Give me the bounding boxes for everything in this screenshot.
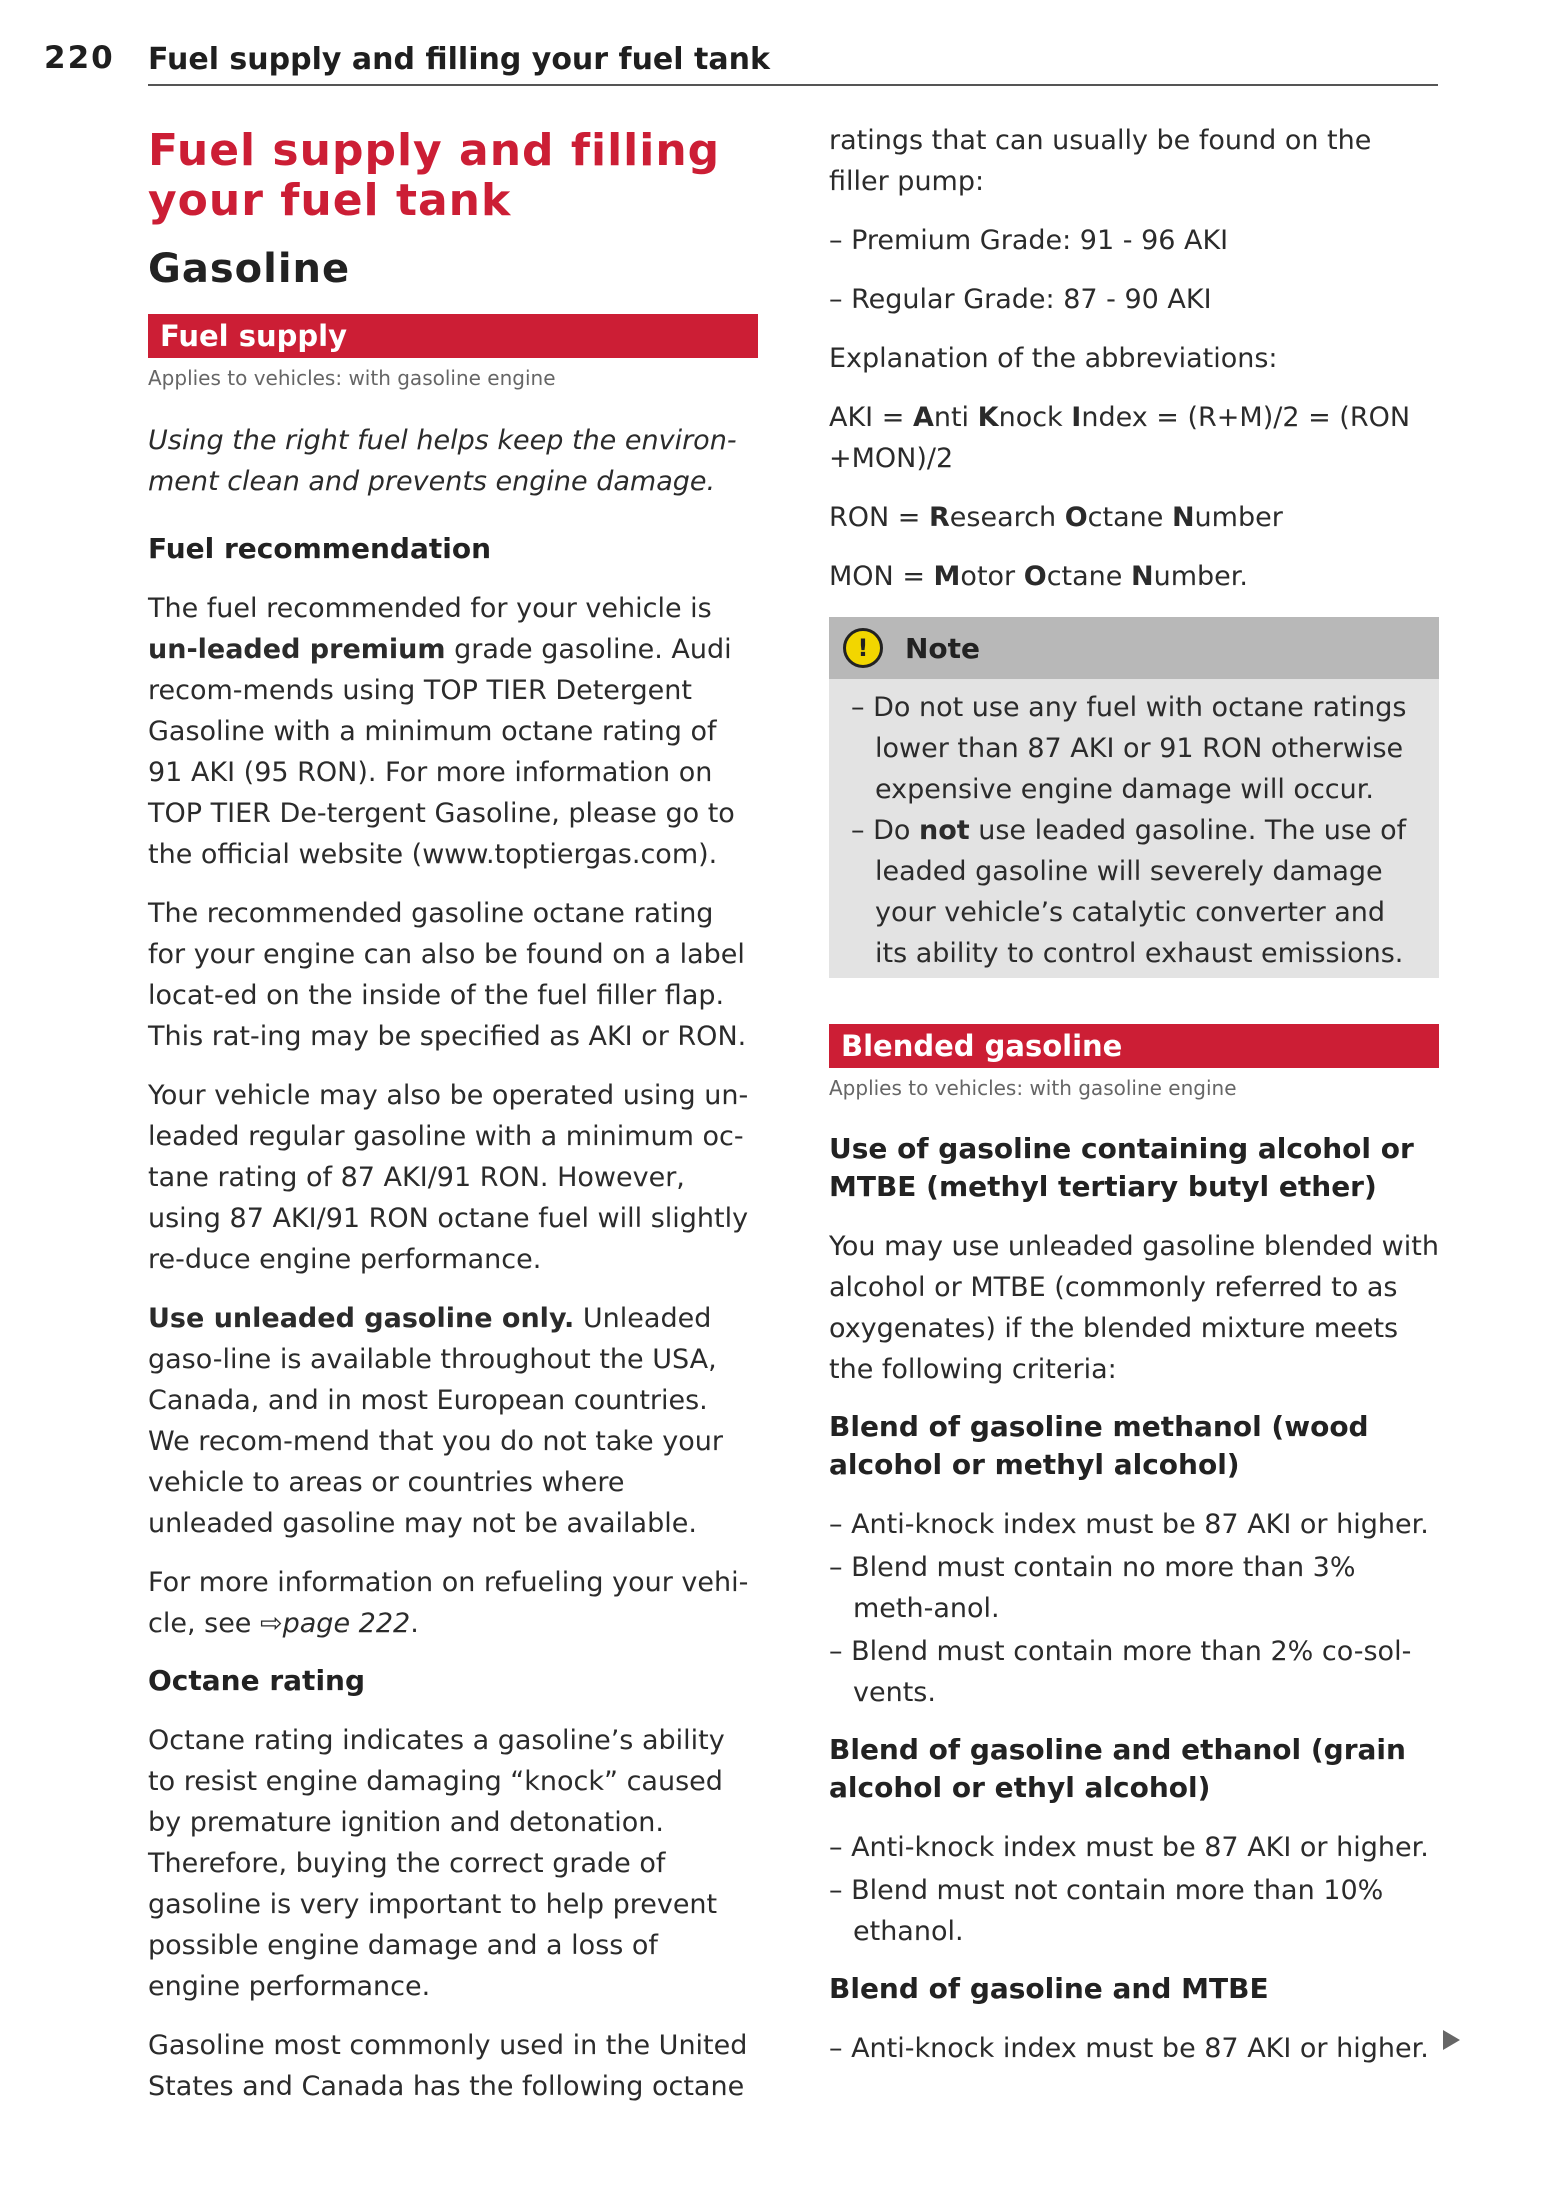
label-location-paragraph: The recommended gasoline octane rating for your engine can also be found on a label locat-ed on the inside of the fuel filler flap. This rat-ing may be specified as AKI or RON. [148, 898, 747, 1052]
ethanol-heading: Blend of gasoline and ethanol (grain alcohol or ethyl alcohol) [829, 1733, 1406, 1804]
chapter-title-line-2: your fuel tank [148, 175, 512, 226]
ron-part: RON = [829, 502, 929, 533]
aki-definition [829, 397, 1439, 479]
header-divider [148, 84, 1438, 86]
unleaded-only-paragraph [148, 1298, 758, 1544]
octane-rating-heading: Octane rating [148, 1664, 366, 1697]
note-item-leaded-c: use leaded gasoline. The use of leaded gasoline will severely damage your vehicle’s catalytic converter and its ability to control exhaust emissions. [875, 815, 1407, 969]
methanol-list [829, 1504, 1439, 1713]
octane-rating-paragraph: Octane rating indicates a gasoline’s ability to resist engine damaging “knock” caused by premature ignition and detonation. Therefore, buying the correct grade of gasoline is very important to help prevent possible engine damage and a loss of engine performance. [148, 1725, 725, 2002]
ron-part: O [1064, 502, 1088, 533]
note-box [829, 617, 1439, 978]
ron-part: esearch [949, 502, 1065, 533]
unleaded-only-text: Unleaded gaso-line is available throughout the USA, Canada, and in most European countries. We recom-mend that you do not take your vehicle to areas or countries where unleaded gasoline may not be available. [148, 1303, 723, 1539]
note-title: Note [905, 631, 981, 665]
fuel-supply-bar: Fuel supply [148, 314, 758, 358]
fuel-recommendation-paragraph [148, 588, 758, 875]
blend-criteria-paragraph: You may use unleaded gasoline blended with alcohol or MTBE (commonly referred to as oxygenates) if the blended mixture meets the following criteria: [829, 1231, 1439, 1385]
aki-part: AKI = [829, 402, 913, 433]
aki-part: nti [933, 402, 978, 433]
mon-part: umber. [1153, 561, 1248, 592]
note-item-leaded-a: – Do [851, 815, 919, 846]
intro-text: Using the right fuel helps keep the environ-ment clean and prevents engine damage. [148, 425, 737, 497]
aki-part: ndex = (R+M)/2 = (RON +MON)/2 [829, 402, 1411, 474]
regular-grade-item: – Regular Grade: 87 - 90 AKI [829, 284, 1212, 315]
aki-part: A [912, 402, 934, 433]
note-item-leaded-bold: not [918, 815, 970, 846]
mon-part: O [1023, 561, 1047, 592]
aki-part: nock [998, 402, 1072, 433]
note-header [829, 617, 1439, 679]
aki-part: I [1071, 402, 1082, 433]
list-item: – Anti-knock index must be 87 AKI or higher. [829, 1509, 1429, 1540]
mon-part: ctane [1046, 561, 1131, 592]
note-item-octane: – Do not use any fuel with octane ratings lower than 87 AKI or 91 RON otherwise expensive engine damage will occur. [851, 692, 1407, 805]
chapter-title [148, 126, 758, 226]
refueling-text: For more information on refueling your vehi-cle, see [148, 1567, 749, 1639]
ethanol-list [829, 1827, 1439, 1952]
note-item-leaded [851, 810, 1409, 974]
left-column [148, 120, 758, 2125]
right-column [829, 120, 1439, 2087]
list-item: – Blend must contain no more than 3% meth-anol. [829, 1552, 1356, 1624]
methanol-heading: Blend of gasoline methanol (wood alcohol or methyl alcohol) [829, 1410, 1369, 1481]
blended-gasoline-bar: Blended gasoline [829, 1024, 1439, 1068]
ron-definition [829, 497, 1439, 538]
ron-part: R [929, 502, 950, 533]
common-gasoline-paragraph: Gasoline most commonly used in the United States and Canada has the following octane [148, 2030, 748, 2102]
filler-pump-paragraph: ratings that can usually be found on the filler pump: [829, 125, 1372, 197]
mon-part: M [933, 561, 961, 592]
refueling-end: . [410, 1608, 419, 1639]
premium-grade-item: – Premium Grade: 91 - 96 AKI [829, 225, 1229, 256]
ron-part: umber [1194, 502, 1283, 533]
mon-definition [829, 556, 1439, 597]
alcohol-mtbe-heading: Use of gasoline containing alcohol or MTBE (methyl tertiary butyl ether) [829, 1132, 1414, 1203]
note-body [829, 679, 1439, 978]
p1-bold: un-leaded premium [148, 634, 446, 665]
p1-text-c: grade gasoline. Audi recom-mends using TOP TIER Detergent Gasoline with a minimum octane rating of 91 AKI (95 RON). For more information on TOP TIER De-tergent Gasoline, please go to the official website (www.toptiergas.com). [148, 634, 735, 870]
page-number: 220 [44, 40, 115, 76]
ron-part: ctane [1087, 502, 1172, 533]
regular-gasoline-paragraph: Your vehicle may also be operated using un-leaded regular gasoline with a minimum oc-tane rating of 87 AKI/91 RON. However, using 87 AKI/91 RON octane fuel will slightly re-duce engine performance. [148, 1080, 749, 1275]
running-title: Fuel supply and filling your fuel tank [148, 42, 770, 77]
unleaded-only-bold: Use unleaded gasoline only. [148, 1303, 575, 1334]
warning-icon: ! [843, 628, 883, 668]
next-page-arrow-icon [1443, 2030, 1460, 2050]
list-item: – Blend must not contain more than 10% ethanol. [829, 1875, 1384, 1947]
aki-part: K [977, 402, 999, 433]
list-item: – Anti-knock index must be 87 AKI or higher. [829, 1832, 1429, 1863]
mtbe-heading: Blend of gasoline and MTBE [829, 1972, 1269, 2005]
fuel-recommendation-heading: Fuel recommendation [148, 532, 491, 565]
chapter-title-line-1: Fuel supply and filling [148, 125, 721, 176]
page-ref-arrow-icon: ⇨ [260, 1608, 283, 1639]
applies-to-text: Applies to vehicles: with gasoline engine [829, 1076, 1237, 1100]
section-title: Gasoline [148, 246, 351, 292]
applies-to-text: Applies to vehicles: with gasoline engine [148, 366, 556, 390]
page-ref-link[interactable]: page 222 [282, 1608, 411, 1639]
mon-part: N [1130, 561, 1154, 592]
mon-part: otor [960, 561, 1024, 592]
list-item: – Anti-knock index must be 87 AKI or higher. [829, 2033, 1429, 2064]
list-item: – Blend must contain more than 2% co-sol-vents. [829, 1636, 1412, 1708]
mon-part: MON = [829, 561, 934, 592]
abbreviations-intro: Explanation of the abbreviations: [829, 343, 1278, 374]
refueling-reference-paragraph [148, 1562, 758, 1644]
p1-text-a: The fuel recommended for your vehicle is [148, 593, 712, 624]
ron-part: N [1171, 502, 1195, 533]
